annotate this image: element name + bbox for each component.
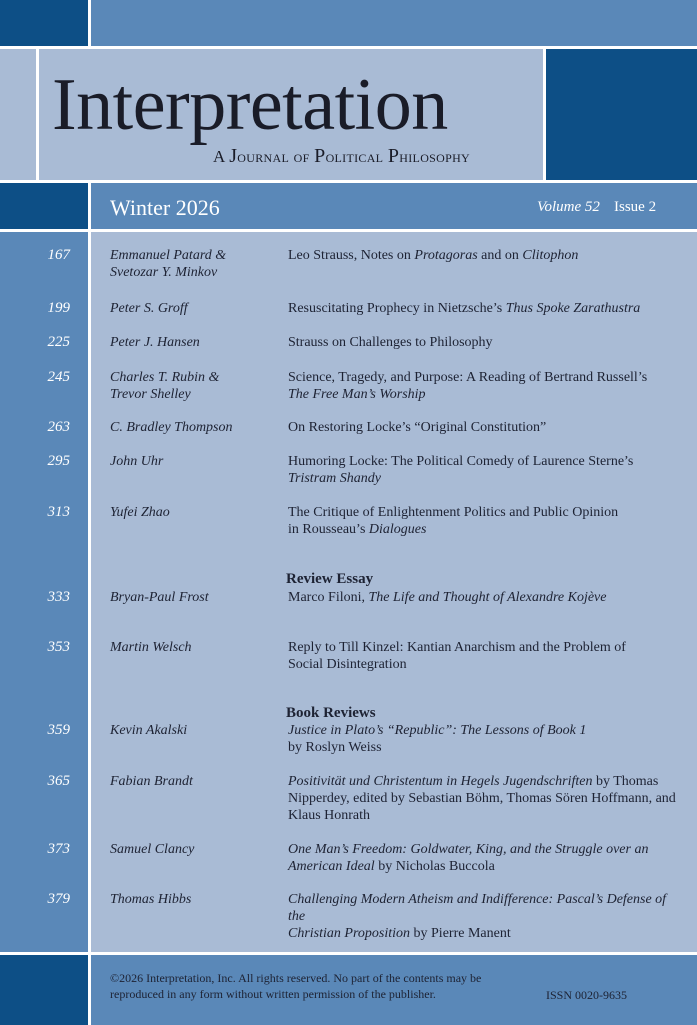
masthead-left-margin	[0, 49, 36, 180]
article-title: Leo Strauss, Notes on Protagoras and on Clitophon	[288, 248, 579, 263]
page-number: 313	[47, 504, 70, 520]
issue-season: Winter 2026	[110, 195, 220, 220]
article-title: Science, Tragedy, and Purpose: A Reading of Bertrand Russell’s The Free Man’s Worship	[288, 370, 648, 402]
author-name: Kevin Akalski	[110, 723, 188, 738]
article-title: Humoring Locke: The Political Comedy of Laurence Sterne’s Tristram Shandy	[288, 454, 634, 486]
author-name: C. Bradley Thompson	[110, 420, 233, 435]
page-number: 373	[47, 841, 70, 857]
author-name: Samuel Clancy	[110, 842, 195, 857]
author-name: Yufei Zhao	[110, 505, 170, 520]
issue-bar-left-block	[0, 183, 88, 229]
page-number: 245	[47, 369, 70, 385]
issue-number: Issue 2	[614, 199, 657, 215]
top-band	[91, 0, 697, 46]
author-name: Fabian Brandt	[110, 774, 193, 789]
article-title: Strauss on Challenges to Philosophy	[288, 335, 493, 350]
issn-number: ISSN 0020-9635	[546, 988, 628, 1002]
page-number: 379	[47, 891, 70, 907]
author-name: Martin Welsch	[110, 640, 192, 655]
copyright-notice: ©2026 Interpretation, Inc. All rights reserved. No part of the contents may be reproduced in any form without written permission of the publisher.	[110, 971, 482, 1001]
article-title: The Critique of Enlightenment Politics and Public Opinion in Rousseau’s Dialogues	[288, 505, 619, 537]
page-number: 365	[47, 773, 70, 789]
page-number: 333	[47, 589, 70, 605]
page-number: 295	[47, 453, 70, 469]
article-title: Justice in Plato’s “Republic”: The Lessons of Book 1 by Roslyn Weiss	[288, 723, 587, 755]
author-name: Emmanuel Patard & Svetozar Y. Minkov	[110, 248, 227, 280]
page-number: 167	[47, 247, 70, 263]
article-title: Challenging Modern Atheism and Indifference: Pascal’s Defense of the Christian Proposition by Pierre Manent	[288, 892, 667, 941]
page-number: 199	[47, 300, 70, 316]
author-name: Charles T. Rubin & Trevor Shelley	[110, 370, 220, 402]
article-title: Marco Filoni, The Life and Thought of Alexandre Kojève	[288, 590, 607, 605]
author-name: Peter J. Hansen	[110, 335, 200, 350]
article-title: One Man’s Freedom: Goldwater, King, and the Struggle over an American Ideal by Nicholas Buccola	[288, 842, 649, 874]
article-title: On Restoring Locke’s “Original Constitution”	[288, 420, 547, 435]
volume-number: Volume 52	[537, 199, 600, 215]
corner-block-top-left	[0, 0, 88, 46]
journal-subtitle: A Journal of Political Philosophy	[213, 145, 471, 167]
page-number: 353	[47, 639, 70, 655]
journal-title: Interpretation	[52, 64, 448, 146]
article-title: Resuscitating Prophecy in Nietzsche’s Thus Spoke Zarathustra	[288, 301, 641, 316]
author-name: John Uhr	[110, 454, 164, 469]
page-number: 359	[47, 722, 70, 738]
footer-left-block	[0, 955, 88, 1025]
author-name: Bryan-Paul Frost	[110, 590, 209, 605]
author-name: Thomas Hibbs	[110, 892, 192, 907]
section-heading-review-essay: Review Essay	[286, 571, 374, 587]
article-title: Reply to Till Kinzel: Kantian Anarchism and the Problem of Social Disintegration	[288, 640, 626, 672]
author-name: Peter S. Groff	[110, 301, 188, 316]
page-number: 263	[47, 419, 70, 435]
page-number: 225	[47, 334, 70, 350]
corner-block-top-right	[546, 49, 697, 180]
article-title: Positivität und Christentum in Hegels Jugendschriften by Thomas Nipperdey, edited by Sebastian Böhm, Thomas Sören Hoffmann, and Klaus Honrath	[288, 774, 676, 823]
section-heading-book-reviews: Book Reviews	[286, 705, 376, 721]
